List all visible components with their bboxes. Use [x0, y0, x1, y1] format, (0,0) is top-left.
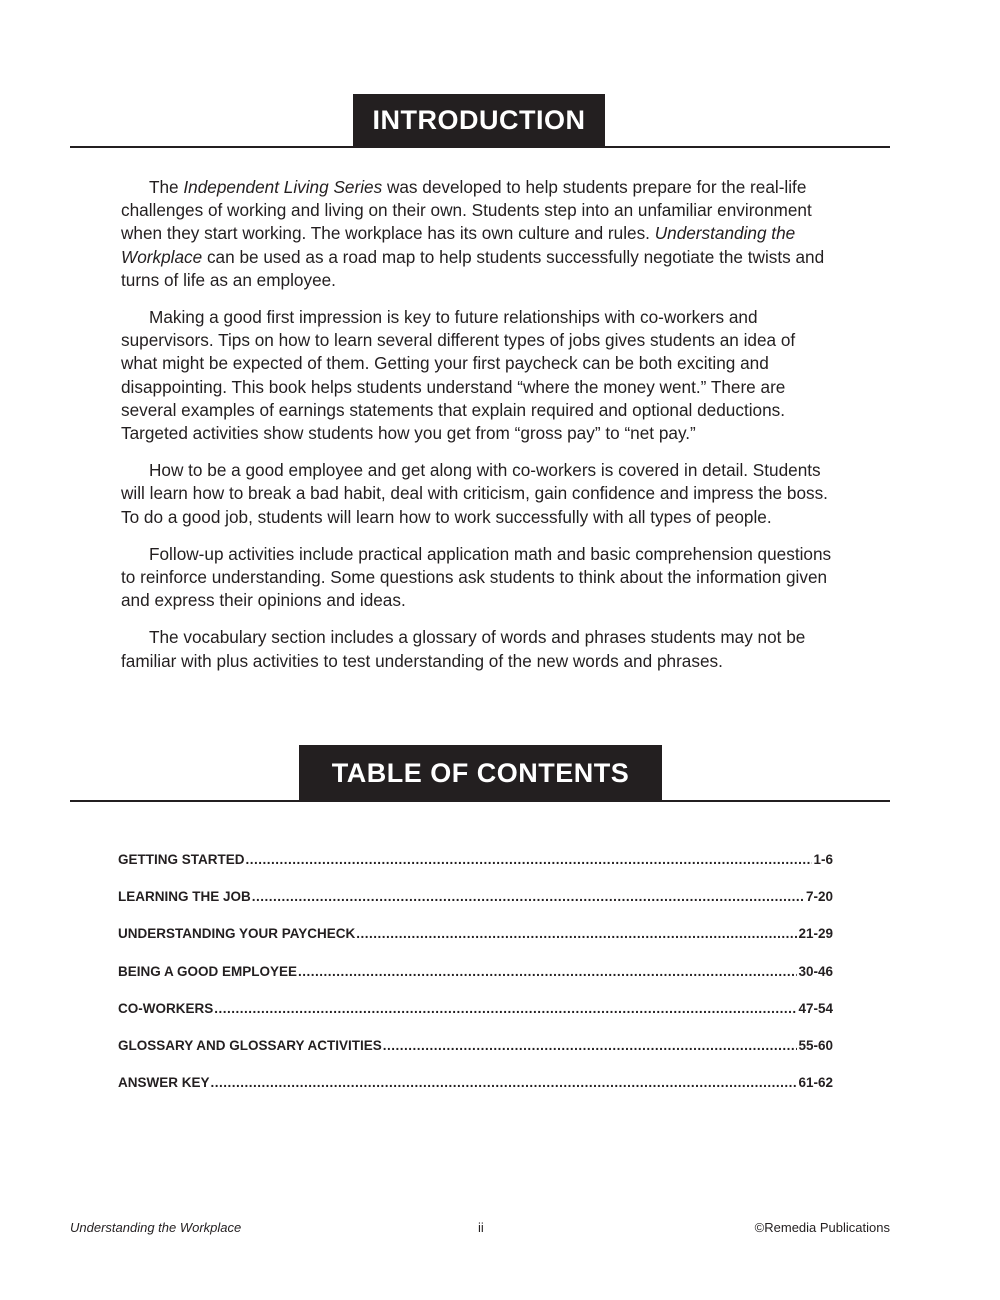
paragraph-text: Follow-up activities include practical application math and basic comprehension questions to reinforce understanding. Some questions ask students to think about the information given and express their opinions and ideas. [121, 543, 832, 611]
introduction-paragraph [121, 306, 833, 445]
toc-entry [118, 1075, 833, 1112]
toc-list [118, 852, 833, 1112]
toc-entry-title: LEARNING THE JOB [118, 889, 251, 905]
toc-entry [118, 1038, 833, 1075]
toc-header [70, 745, 890, 805]
introduction-paragraph [121, 543, 833, 613]
introduction-body [121, 176, 833, 687]
toc-entry-pages: 61-62 [798, 1075, 833, 1091]
toc-entry [118, 964, 833, 1001]
footer-publisher: ©Remedia Publications [754, 1220, 890, 1235]
toc-dot-leader [211, 1075, 798, 1090]
footer-book-title: Understanding the Workplace [70, 1220, 242, 1235]
toc-entry-pages: 7-20 [805, 889, 833, 905]
italic-title-text: Understanding the Workplace [121, 223, 796, 267]
toc-entry-pages: 55-60 [798, 1037, 833, 1053]
toc-entry-pages: 21-29 [798, 926, 833, 942]
toc-entry-title: UNDERSTANDING YOUR PAYCHECK [118, 926, 356, 942]
toc-dot-leader [383, 1038, 798, 1053]
toc-entry [118, 852, 833, 889]
toc-entry-title: GLOSSARY AND GLOSSARY ACTIVITIES [118, 1037, 382, 1053]
toc-entry-title: ANSWER KEY [118, 1075, 210, 1091]
toc-entry-pages: 1-6 [813, 852, 833, 867]
paragraph-text: can be used as a road map to help students successfully negotiate the twists and turns of life as an employee. [121, 246, 825, 290]
introduction-header [70, 94, 890, 150]
paragraph-text: Making a good first impression is key to future relationships with co-workers and supervisors. Tips on how to learn several different types of jobs gives students an idea of what might be expected of them. Getting your first paycheck can be both exciting and disappointing. This book helps students understand “where the money went.” There are several examples of earnings statements that explain required and optional deductions. Targeted activities show students how you get from “gross pay” to “net pay.” [121, 307, 796, 444]
paragraph-text: How to be a good employee and get along with co-workers is covered in detail. Students will learn how to break a bad habit, deal with criticism, gain confidence and impress the boss. To do a good job, students will learn how to work successfully with all types of people. [121, 460, 828, 527]
toc-dot-leader [356, 926, 797, 941]
paragraph-text: was developed to help students prepare for the real-life challenges of working and living on their own. Students step into an unfamiliar environment when they start working. The workplace has its own culture and rules. [121, 177, 812, 244]
toc-entry-title: GETTING STARTED [118, 852, 245, 867]
toc-dot-leader [214, 1001, 797, 1016]
toc-dot-leader [298, 964, 797, 979]
toc-entry-title: CO-WORKERS [118, 1000, 214, 1016]
paragraph-text: The vocabulary section includes a glossary of words and phrases students may not be familiar with plus activities to test understanding of the new words and phrases. [121, 627, 806, 671]
toc-dot-leader [252, 889, 805, 904]
toc-heading: TABLE OF CONTENTS [299, 745, 662, 801]
italic-title-text: Independent Living Series [183, 177, 383, 197]
toc-entry-pages: 47-54 [798, 1000, 833, 1016]
toc-entry-title: BEING A GOOD EMPLOYEE [118, 963, 298, 979]
introduction-paragraph [121, 459, 833, 529]
page-footer [70, 1220, 890, 1240]
toc-entry [118, 1001, 833, 1038]
toc-entry [118, 889, 833, 926]
paragraph-text: The [149, 177, 184, 197]
introduction-heading: INTRODUCTION [353, 94, 605, 146]
toc-entry-pages: 30-46 [798, 963, 833, 979]
introduction-paragraph [121, 626, 833, 672]
toc-entry [118, 926, 833, 963]
introduction-header-rule [70, 146, 890, 148]
introduction-paragraph [121, 176, 833, 292]
toc-dot-leader [246, 852, 813, 867]
footer-page-number: ii [478, 1220, 484, 1235]
